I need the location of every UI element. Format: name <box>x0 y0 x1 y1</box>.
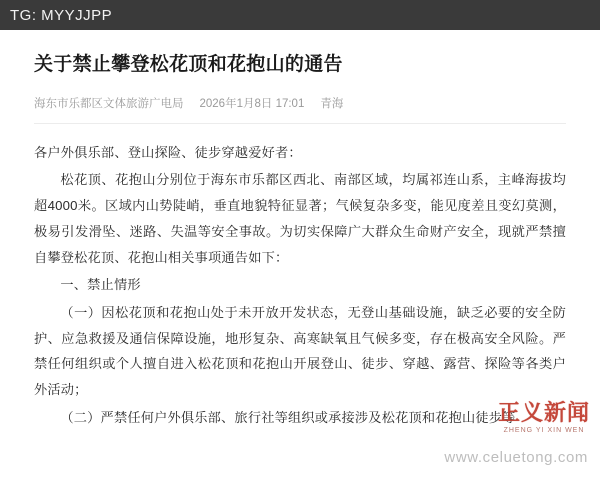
article-section-heading: 一、禁止情形 <box>60 277 141 293</box>
article-paragraph: 各户外俱乐部、登山探险、徒步穿越爱好者： <box>34 144 302 160</box>
watermark-logo-text: 正义新闻 <box>497 400 590 425</box>
meta-divider <box>34 123 566 124</box>
article-meta <box>34 95 566 111</box>
telegram-handle-label: TG: MYYJJPP <box>10 6 113 24</box>
watermark-logo-subtext: ZHENG YI XIN WEN <box>503 427 585 434</box>
article-datetime: 2026年1月8日 17:01 <box>199 97 305 110</box>
watermark-url: www.celuetong.com <box>444 449 588 466</box>
article-source: 海东市乐都区文体旅游广电局 <box>34 97 184 110</box>
article-body <box>34 140 566 431</box>
article-paragraph: （二）严禁任何户外俱乐部、旅行社等组织或承接涉及松花顶和花抱山徒步等 <box>60 409 516 425</box>
top-bar <box>0 0 600 30</box>
page-title: 关于禁止攀登松花顶和花抱山的通告 <box>34 54 343 75</box>
article-paragraph: （一）因松花顶和花抱山处于未开放开发状态，无登山基础设施，缺乏必要的安全防护、应急救援及通信保障设施，地形复杂、高寒缺氧且气候多变，存在极高安全风险。严禁任何组织或个人擅自进入松花顶和花抱山开展登山、徒步、穿越、露营、探险等各类户外活动； <box>34 305 566 398</box>
article-region: 青海 <box>320 97 344 110</box>
article-container <box>0 30 600 480</box>
article-paragraph: 松花顶、花抱山分别位于海东市乐都区西北、南部区域，均属祁连山系，主峰海拔均超4000米。区域内山势陡峭，垂直地貌特征显著；气候复杂多变，能见度差且变幻莫测，极易引发滑坠、迷路、失温等安全事故。为切实保障广大群众生命财产安全，现就严禁擅自攀登松花顶、花抱山相关事项通告如下： <box>34 172 566 265</box>
